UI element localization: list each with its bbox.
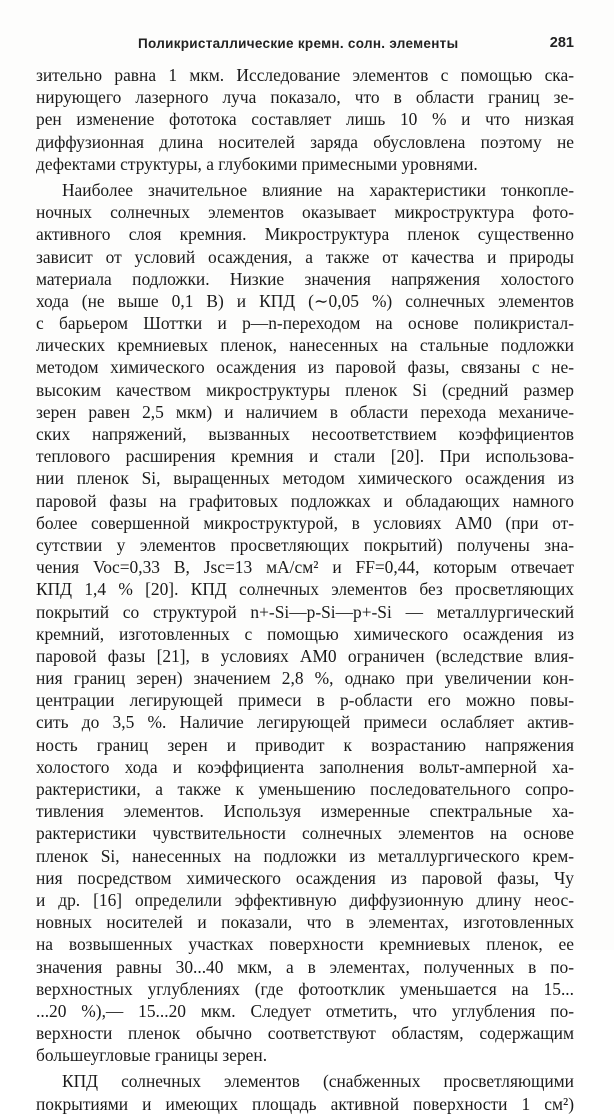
text-line: ских напряжений, вызванных несоответствием коэффициентов: [36, 424, 574, 444]
text-line: хода (не выше 0,1 В) и КПД (∼0,05 %) солнечных элементов: [36, 290, 574, 311]
running-title: Поликристаллические кремн. солн. элементы: [138, 36, 459, 51]
text-line: верхностных углублениях (где фотоотклик уменьшается на 15...: [36, 978, 574, 999]
text-line: зительно равна 1 мкм. Исследование элементов с помощью ска-: [36, 65, 574, 85]
page-number: 281: [549, 35, 574, 51]
text-line: сить до 3,5 %. Наличие легирующей примеси ослабляет актив-: [36, 712, 574, 733]
text-line: ния границ зерен) значением 2,8 %, однако при увеличении кон-: [36, 668, 574, 689]
text-line: более совершенной микроструктурой, в условиях АМ0 (при от-: [36, 512, 574, 533]
paragraph: [36, 64, 574, 175]
text-line: зависит от условий осаждения, а также от качества и природы: [36, 246, 574, 267]
text-line: нирующего лазерного луча показало, что в области границ зе-: [36, 87, 574, 108]
body-text: [36, 64, 574, 1115]
text-line: активного слоя кремния. Микроструктура пленок существенно: [36, 224, 574, 245]
text-line: КПД солнечных элементов (снабженных просветляющими: [62, 1071, 574, 1092]
text-line: ...20 %),— 15...20 мкм. Следует отметить, что углубления по-: [36, 1000, 574, 1021]
text-line: теплового расширения кремния и стали [20]. При использова-: [36, 446, 574, 467]
text-line: тивления элементов. Используя измеренные спектральные ха-: [36, 801, 574, 822]
text-line: КПД 1,4 % [20]. КПД солнечных элементов без просветляющих: [36, 579, 574, 600]
text-line: ность границ зерен и приводит к возрастанию напряжения: [36, 734, 574, 755]
text-line: рактеристики, а также к уменьшению последовательного сопро-: [36, 779, 574, 799]
text-line: пленок Si, нанесенных на подложки из металлургического крем-: [36, 845, 574, 866]
text-line: диффузионная длина носителей заряда обусловлена поэтому не: [36, 131, 574, 152]
text-line: дефектами структуры, а глубокими примесными уровнями.: [36, 153, 478, 174]
text-line: материала подложки. Низкие значения напряжения холостого: [36, 268, 574, 289]
text-line: новных носителей и показали, что в элементах, изготовленных: [36, 912, 574, 933]
text-line: покрытий со структурой n+-Si—p-Si—p+-Si — металлургический: [36, 601, 574, 622]
text-line: рактеристики чувствительности солнечных элементов на основе: [36, 823, 574, 844]
text-line: методом химического осаждения из паровой фазы, связаны с не-: [36, 357, 574, 378]
text-line: паровой фазы [21], в условиях АМ0 ограничен (вследствие влия-: [36, 645, 574, 666]
text-line: на возвышенных участках поверхности кремниевых пленок, ее: [36, 934, 574, 955]
text-line: лических кремниевых пленок, нанесенных на стальные подложки: [36, 335, 574, 356]
text-line: чения Voc=0,33 В, Jsc=13 мА/см² и FF=0,44, которым отвечает: [36, 557, 574, 578]
text-line: высоким качеством микроструктуры пленок Si (средний размер: [36, 379, 574, 400]
text-line: центрации легирующей примеси в p-области его можно повы-: [36, 690, 574, 711]
text-line: ния посредством химического осаждения из паровой фазы, Чу: [36, 867, 574, 888]
text-line: Наиболее значительное влияние на характеристики тонкопле-: [62, 179, 574, 200]
running-header: [34, 36, 574, 58]
paragraph: [36, 179, 574, 1067]
paragraph: [36, 1070, 574, 1114]
text-line: кремний, изготовленных с помощью химического осаждения из: [36, 623, 574, 644]
text-line: значения равны 30...40 мкм, а в элементах, полученных в по-: [36, 956, 574, 977]
text-line: с барьером Шоттки и p—n-переходом на основе поликристал-: [36, 313, 574, 334]
text-line: большеугловые границы зерен.: [36, 1045, 268, 1066]
text-line: холостого хода и коэффициента заполнения вольт-амперной ха-: [36, 756, 574, 777]
text-line: зерен равен 2,5 мкм) и наличием в области перехода механиче-: [36, 401, 574, 422]
text-line: нии пленок Si, выращенных методом химического осаждения из: [36, 468, 574, 489]
text-line: паровой фазы на графитовых подложках и обладающих намного: [36, 490, 574, 511]
text-line: и др. [16] определили эффективную диффузионную длину неос-: [36, 889, 574, 910]
text-line: сутствии у элементов просветляющих покрытий) получены зна-: [36, 534, 574, 555]
text-line: ночных солнечных элементов оказывает микроструктура фото-: [36, 202, 574, 223]
text-line: верхности пленок обычно соответствуют областям, содержащим: [36, 1023, 574, 1044]
text-line: рен изменение фототока составляет лишь 10 % и что низкая: [36, 109, 574, 130]
text-line: покрытиями и имеющих площадь активной поверхности 1 см²): [36, 1093, 574, 1114]
